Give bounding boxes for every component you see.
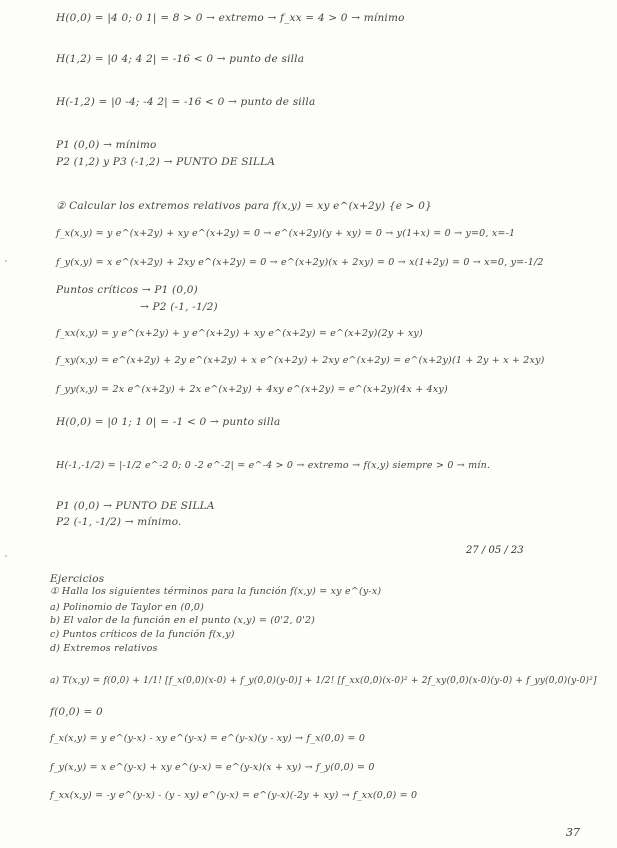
note-line: f_yy(x,y) = 2x e^(x+2y) + 2x e^(x+2y) + 4xy e^(x+2y) = e^(x+2y)(4x + 4xy) [56, 384, 448, 395]
note-line: H(-1,-1/2) = |-1/2 e^-2 0; 0 -2 e^-2| = e^-4 > 0 → extremo → f(x,y) siempre > 0 → mín. [56, 460, 491, 471]
note-line: a) T(x,y) = f(0,0) + 1/1! [f_x(0,0)(x-0) + f_y(0,0)(y-0)] + 1/2! [f_xx(0,0)(x-0)² + 2f_xy(0,0)(x-0)(y-0) + f_yy(0,0)(y-0)²] [50, 676, 597, 686]
note-line: ② Calcular los extremos relativos para f(x,y) = xy e^(x+2y) {e > 0} [56, 200, 432, 212]
note-line: H(-1,2) = |0 -4; -4 2| = -16 < 0 → punto de silla [56, 96, 316, 108]
page-number: 37 [566, 826, 580, 839]
note-line: f_xx(x,y) = y e^(x+2y) + y e^(x+2y) + xy e^(x+2y) = e^(x+2y)(2y + xy) [56, 328, 423, 339]
note-line: f_x(x,y) = y e^(x+2y) + xy e^(x+2y) = 0 → e^(x+2y)(y + xy) = 0 → y(1+x) = 0 → y=0, x=-1 [56, 228, 516, 239]
note-line: P2 (-1, -1/2) → mínimo. [56, 516, 182, 528]
note-line: Puntos críticos → P1 (0,0) [56, 284, 198, 296]
note-line: H(0,0) = |0 1; 1 0| = -1 < 0 → punto silla [56, 416, 281, 428]
note-line: f_xx(x,y) = -y e^(y-x) - (y - xy) e^(y-x) = e^(y-x)(-2y + xy) → f_xx(0,0) = 0 [50, 790, 418, 801]
note-line: f_x(x,y) = y e^(y-x) - xy e^(y-x) = e^(y-x)(y - xy) → f_x(0,0) = 0 [50, 733, 366, 744]
note-line: P1 (0,0) → mínimo [56, 139, 157, 151]
section-heading: Ejercicios [50, 573, 105, 585]
note-line: b) El valor de la función en el punto (x,y) = (0'2, 0'2) [50, 615, 316, 626]
note-line: f_xy(x,y) = e^(x+2y) + 2y e^(x+2y) + x e^(x+2y) + 2xy e^(x+2y) = e^(x+2y)(1 + 2y + x + 2xy) [56, 355, 545, 366]
date: 27 / 05 / 23 [466, 545, 524, 556]
note-line: a) Polinomio de Taylor en (0,0) [50, 602, 204, 613]
note-line: H(1,2) = |0 4; 4 2| = -16 < 0 → punto de silla [56, 53, 305, 65]
note-line: f_y(x,y) = x e^(y-x) + xy e^(y-x) = e^(y-x)(x + xy) → f_y(0,0) = 0 [50, 762, 375, 773]
note-line: f(0,0) = 0 [50, 706, 103, 718]
note-line: H(0,0) = |4 0; 0 1| = 8 > 0 → extremo → f_xx = 4 > 0 → mínimo [56, 12, 405, 24]
note-line: c) Puntos críticos de la función f(x,y) [50, 629, 235, 640]
note-line: P2 (1,2) y P3 (-1,2) → PUNTO DE SILLA [56, 156, 276, 168]
note-line: ① Halla los siguientes términos para la función f(x,y) = xy e^(y-x) [50, 586, 382, 597]
note-line: P1 (0,0) → PUNTO DE SILLA [56, 500, 215, 512]
note-line: d) Extremos relativos [50, 643, 158, 654]
note-line: f_y(x,y) = x e^(x+2y) + 2xy e^(x+2y) = 0 → e^(x+2y)(x + 2xy) = 0 → x(1+2y) = 0 → x=0, y=-1/2 [56, 257, 544, 268]
note-line: → P2 (-1, -1/2) [140, 301, 218, 313]
